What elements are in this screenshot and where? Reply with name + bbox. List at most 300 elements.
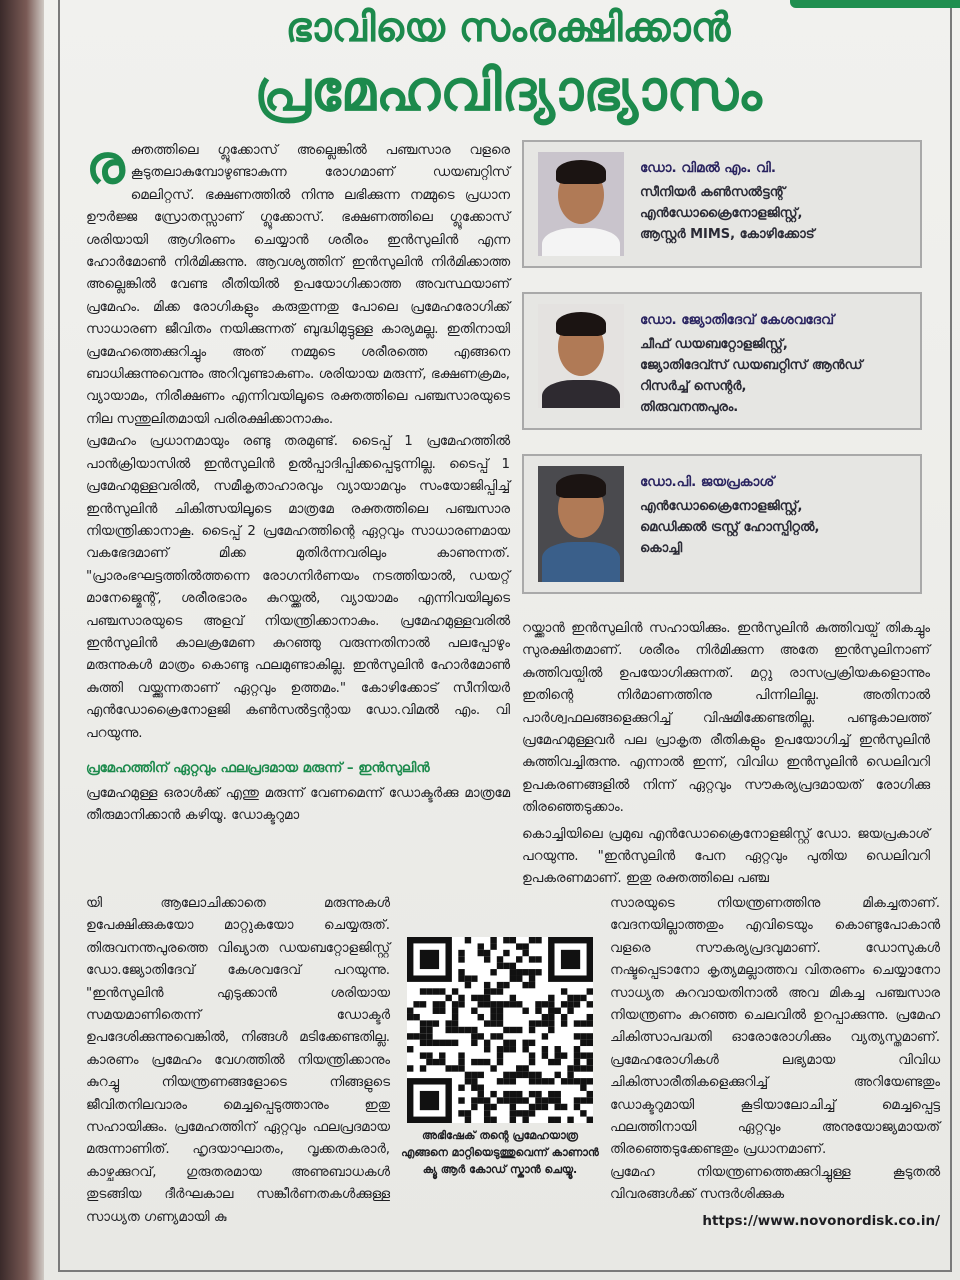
- qr-module: [433, 1007, 439, 1013]
- qr-module: [548, 1014, 554, 1020]
- headline: [86, 0, 930, 130]
- qr-module: [510, 1097, 516, 1103]
- qr-module: [478, 1033, 484, 1039]
- qr-module: [542, 1097, 548, 1103]
- qr-module: [503, 1078, 509, 1084]
- qr-module: [529, 1104, 535, 1110]
- article-bottom-row: [86, 893, 940, 1229]
- qr-module: [503, 1097, 509, 1103]
- qr-module: [484, 995, 490, 1001]
- qr-module: [522, 982, 528, 988]
- qr-module: [484, 1020, 490, 1026]
- qr-module: [484, 988, 490, 994]
- qr-module: [426, 1033, 432, 1039]
- qr-module: [420, 1065, 426, 1071]
- qr-module: [542, 1020, 548, 1026]
- qr-module: [503, 1027, 509, 1033]
- qr-module: [484, 982, 490, 988]
- qr-module: [465, 937, 471, 943]
- qr-module: [465, 1072, 471, 1078]
- qr-module: [522, 1046, 528, 1052]
- qr-module: [484, 1001, 490, 1007]
- qr-module: [548, 1091, 554, 1097]
- qr-module: [484, 1116, 490, 1122]
- qr-module: [490, 1014, 496, 1020]
- qr-module: [548, 1059, 554, 1065]
- qr-module: [567, 1001, 573, 1007]
- qr-module: [452, 1020, 458, 1026]
- qr-module: [497, 1007, 503, 1013]
- paragraph-types: പ്രമേഹം പ്രധാനമായും രണ്ടു തരമുണ്ട്. ടൈപ്പ് 1 പ്രമേഹത്തിൽ പാൻക്രിയാസിൽ ഇൻസുലിൻ ഉൽപ്പാദിപ്പിക്കപ്പെടുന്നില്ല. ടൈപ്പ് 1 പ്രമേഹമുള്ളവരിൽ, സമീകൃതാഹാരവും വ്യായാമവും സംയോജിപ്പിച്ച് ഇൻസുലിൻ ചികിത്സയിലൂടെ മാത്രമേ രക്തത്തിലെ പഞ്ചസാര നിയന്ത്രിക്കാനാകൂ. ടൈപ്പ് 2 പ്രമേഹത്തിന്റെ ഏറ്റവും സാധാരണമായ വകഭേദമാണ് മിക്ക മുതിർന്നവരിലും കാണുന്നത്. "പ്രാരംഭഘട്ടത്തിൽത്തന്നെ രോഗനിർണയം നടത്തിയാൽ, ഡയറ്റ് മാനേജ്മെന്റ്, ശരീരഭാരം കുറയ്ക്കൽ, വ്യായാമം എന്നിവയിലൂടെ പഞ്ചസാരയുടെ അളവ് നിയന്ത്രിക്കാനാകും. പ്രമേഹമുള്ളവരിൽ ഇൻസുലിൻ കാലക്രമേണ കുറഞ്ഞു വരുന്നതിനാൽ പലപ്പോഴും മരുന്നുകൾ മാത്രം കൊണ്ടു ഫലമുണ്ടാകില്ല. ഇൻസുലിൻ ഹോർമോൺ കുത്തി വയ്ക്കുന്നതാണ് ഏറ്റവും ഉത്തമം." കോഴിക്കോട് സീനിയർ എൻഡോക്രൈനോളജി കൺസൽട്ടന്റായ ഡോ.വിമൽ എം. വി പറയുന്നു.: [86, 434, 510, 741]
- qr-module: [458, 1027, 464, 1033]
- qr-module: [510, 1072, 516, 1078]
- qr-module: [529, 1027, 535, 1033]
- qr-module: [555, 1104, 561, 1110]
- qr-module: [587, 1116, 593, 1122]
- qr-module: [503, 982, 509, 988]
- qr-module: [510, 995, 516, 1001]
- qr-module: [497, 1078, 503, 1084]
- qr-finder: [420, 950, 439, 969]
- qr-module: [587, 1001, 593, 1007]
- qr-module: [580, 1033, 586, 1039]
- qr-module: [478, 1084, 484, 1090]
- qr-module: [587, 1039, 593, 1045]
- qr-module: [445, 995, 451, 1001]
- qr-module: [529, 969, 535, 975]
- qr-module: [535, 1104, 541, 1110]
- qr-module: [516, 1027, 522, 1033]
- doctor-title: എൻഡോക്രൈനോളജിസ്റ്റ്,: [640, 206, 803, 221]
- qr-module: [478, 1014, 484, 1020]
- qr-module: [510, 1078, 516, 1084]
- paragraph-medicine-cont: യി ആലോചിക്കാതെ മരുന്നുകൾ ഉപേക്ഷിക്കുകയോ മാറ്റുകയോ ചെയ്യരുത്. തിരുവനന്തപുരത്തെ വിഖ്യാത ഡയബറ്റോളജിസ്റ്റ് ഡോ.ജ്യോതിദേവ് കേശവദേവ് പറയുന്നു. "ഇൻസുലിൻ എടുക്കാൻ ശരിയായ സമയമാണിതെന്ന് ഡോക്ടർ ഉപദേശിക്കുന്നുവെങ്കിൽ, നിങ്ങൾ മടിക്കേണ്ടതില്ല. കാരണം പ്രമേഹം വേഗത്തിൽ നിയന്ത്രിക്കാനും കുറച്ചു നിയന്ത്രണങ്ങളോടെ നിങ്ങളുടെ ജീവിതനിലവാരം മെച്ചപ്പെടുത്താനും ഇതു സഹായിക്കും. പ്രമേഹത്തിന് ഏറ്റവും ഫലപ്രദമായ മരുന്നാണിത്. ഹൃദയാഘാതം, വൃക്കതകരാർ, കാഴ്ചക്കുറവ്, ഗുരുതരമായ അണുബാധകൾ തുടങ്ങിയ ദീർഘകാല സങ്കീർണതകൾക്കുള്ള സാധ്യത ഗണ്യമായി കു: [86, 895, 390, 1225]
- qr-module: [484, 950, 490, 956]
- qr-module: [433, 1059, 439, 1065]
- qr-module: [561, 1020, 567, 1026]
- qr-module: [484, 1097, 490, 1103]
- qr-module: [529, 1039, 535, 1045]
- qr-module: [510, 1110, 516, 1116]
- qr-module: [426, 1052, 432, 1058]
- qr-module: [471, 1007, 477, 1013]
- qr-module: [548, 1007, 554, 1013]
- headline-line-2: പ്രമേഹവിദ്യാഭ്യാസം: [254, 59, 762, 124]
- qr-module: [420, 988, 426, 994]
- qr-module: [542, 1052, 548, 1058]
- qr-module: [439, 1007, 445, 1013]
- qr-module: [516, 975, 522, 981]
- qr-module: [529, 975, 535, 981]
- qr-module: [522, 943, 528, 949]
- qr-module: [445, 1020, 451, 1026]
- qr-module: [458, 1065, 464, 1071]
- doctor-name: ഡോ. ജ്യോതിദേവ് കേശവദേവ്: [640, 312, 835, 328]
- qr-module: [542, 1104, 548, 1110]
- qr-module: [490, 1091, 496, 1097]
- qr-module: [529, 1052, 535, 1058]
- qr-module: [433, 1001, 439, 1007]
- qr-module: [580, 1065, 586, 1071]
- qr-module: [574, 1097, 580, 1103]
- qr-module: [529, 1020, 535, 1026]
- subheading: പ്രമേഹത്തിന് ഏറ്റവും ഫലപ്രദമായ മരുന്ന് – ഇൻസുലിൻ: [86, 760, 430, 776]
- qr-module: [510, 937, 516, 943]
- qr-module: [529, 1059, 535, 1065]
- qr-module: [529, 1110, 535, 1116]
- qr-module: [529, 1091, 535, 1097]
- qr-module: [458, 1052, 464, 1058]
- qr-module: [420, 1033, 426, 1039]
- qr-module: [407, 1065, 413, 1071]
- qr-module: [522, 950, 528, 956]
- qr-module: [548, 1116, 554, 1122]
- qr-module: [439, 988, 445, 994]
- qr-module: [567, 1116, 573, 1122]
- qr-module: [548, 1078, 554, 1084]
- qr-module: [535, 1097, 541, 1103]
- qr-module: [458, 950, 464, 956]
- qr-module: [407, 1033, 413, 1039]
- qr-module: [587, 1091, 593, 1097]
- qr-module: [503, 1091, 509, 1097]
- qr-module: [510, 1046, 516, 1052]
- qr-module: [471, 1078, 477, 1084]
- qr-module: [471, 1104, 477, 1110]
- qr-module: [555, 1116, 561, 1122]
- qr-module: [574, 1052, 580, 1058]
- qr-module: [516, 1072, 522, 1078]
- qr-module: [510, 1104, 516, 1110]
- qr-module: [420, 1027, 426, 1033]
- qr-finder: [561, 950, 580, 969]
- qr-module: [510, 975, 516, 981]
- qr-module: [471, 1059, 477, 1065]
- qr-module: [478, 995, 484, 1001]
- qr-module: [503, 1046, 509, 1052]
- qr-module: [420, 1052, 426, 1058]
- qr-module: [535, 969, 541, 975]
- qr-module: [555, 1072, 561, 1078]
- qr-module: [574, 1065, 580, 1071]
- qr-module: [497, 982, 503, 988]
- qr-module: [445, 1065, 451, 1071]
- qr-code[interactable]: [407, 937, 593, 1123]
- qr-module: [478, 1059, 484, 1065]
- paragraph-safety: റയ്ക്കാൻ ഇൻസുലിൻ സഹായിക്കും. ഇൻസുലിൻ കുത്തിവയ്പ് തികച്ചും സുരക്ഷിതമാണ്. ശരീരം നിർമിക്കുന്ന അതേ ഇൻസുലിനാണ് കുത്തിവയ്പിൽ ഉപയോഗിക്കുന്നത്. മറ്റു രാസപ്രക്രിയകളൊന്നും ഇതിന്റെ നിർമാണത്തിനു പിന്നിലില്ല. അതിനാൽ പാർശ്വഫലങ്ങളെക്കുറിച്ച് വിഷമിക്കേണ്ടതില്ല. പണ്ടുകാലത്ത് പ്രമേഹമുള്ളവർ പല പ്രാകൃത രീതികളും ഉപയോഗിച്ച് ഇൻസുലിൻ കുത്തിവച്ചിരുന്നു. എന്നാൽ ഇന്ന്, വിവിധ ഇൻസുലിൻ ഡെലിവറി ഉപകരണങ്ങളിൽ നിന്ന് ഏറ്റവും സൗകര്യപ്രദമായത് രോഗിക്കു തിരഞ്ഞെടുക്കാം.: [522, 621, 930, 816]
- article-column-left-top: [86, 133, 510, 828]
- qr-module: [574, 1033, 580, 1039]
- qr-module: [465, 1027, 471, 1033]
- qr-module: [567, 1007, 573, 1013]
- qr-module: [535, 1007, 541, 1013]
- qr-module: [516, 1065, 522, 1071]
- qr-module: [445, 1039, 451, 1045]
- qr-module: [471, 1072, 477, 1078]
- qr-module: [522, 1072, 528, 1078]
- qr-module: [516, 969, 522, 975]
- qr-module: [458, 975, 464, 981]
- paragraph-pen-cont: [610, 893, 940, 1229]
- qr-module: [465, 1110, 471, 1116]
- qr-module: [574, 1078, 580, 1084]
- qr-module: [433, 1039, 439, 1045]
- qr-module: [561, 1014, 567, 1020]
- qr-module: [503, 963, 509, 969]
- qr-module: [503, 937, 509, 943]
- qr-caption: അഭിഷേക് തന്റെ പ്രമേഹയാത്ര എങ്ങനെ മാറ്റിയെടുത്തുവെന്ന് കാണാൻ ക്യൂ ആർ കോഡ് സ്കാൻ ചെയ്യൂ.: [401, 1128, 599, 1176]
- qr-module: [580, 1052, 586, 1058]
- qr-module: [516, 1091, 522, 1097]
- qr-module: [542, 1014, 548, 1020]
- qr-module: [478, 1001, 484, 1007]
- qr-module: [516, 943, 522, 949]
- qr-module: [529, 956, 535, 962]
- qr-module: [580, 995, 586, 1001]
- qr-module: [471, 1097, 477, 1103]
- qr-module: [420, 1020, 426, 1026]
- qr-module: [529, 982, 535, 988]
- qr-module: [574, 1059, 580, 1065]
- qr-module: [497, 956, 503, 962]
- qr-module: [413, 1033, 419, 1039]
- qr-module: [503, 1001, 509, 1007]
- qr-module: [503, 950, 509, 956]
- doctor-name: ഡോ.പി. ജയപ്രകാശ്: [640, 474, 775, 490]
- qr-module: [535, 937, 541, 943]
- doctor-photo: [538, 466, 624, 582]
- drop-cap: ര: [86, 133, 125, 196]
- qr-module: [561, 1104, 567, 1110]
- qr-module: [522, 1097, 528, 1103]
- qr-module: [580, 1084, 586, 1090]
- qr-module: [542, 1033, 548, 1039]
- qr-module: [452, 1027, 458, 1033]
- doctor-affiliation: ജ്യോതിദേവ്സ് ഡയബറ്റിസ് ആൻഡ്: [640, 358, 863, 373]
- qr-module: [484, 1059, 490, 1065]
- qr-module: [587, 1078, 593, 1084]
- qr-module: [497, 1001, 503, 1007]
- qr-module: [510, 1039, 516, 1045]
- article-column-right-top: [522, 140, 930, 891]
- qr-module: [522, 969, 528, 975]
- doctor-title: ചീഫ് ഡയബറ്റോളജിസ്റ്റ്,: [640, 337, 788, 352]
- intro-text: ക്തത്തിലെ ഗ്ലൂക്കോസ് അല്ലെങ്കിൽ പഞ്ചസാര വളരെ കൂടുതലാകുമ്പോഴുണ്ടാകുന്ന രോഗമാണ് ഡയബറ്റിസ് മെലിറ്റസ്. ഭക്ഷണത്തിൽ നിന്നു ലഭിക്കുന്ന നമ്മുടെ പ്രധാന ഊർജ്ജ സ്രോതസ്സാണ് ഗ്ലൂക്കോസ്. ഭക്ഷണത്തിലെ ഗ്ലൂക്കോസ് ശരിയായി ആഗിരണം ചെയ്യാൻ ശരീരം ഇൻസുലിൻ എന്ന ഹോർമോൺ നിർമിക്കുന്നു. ആവശ്യത്തിന് ഇൻസുലിൻ നിർമിക്കാത്ത അല്ലെങ്കിൽ വേണ്ട രീതിയിൽ ഉപയോഗിക്കാത്ത അവസ്ഥയാണ് പ്രമേഹം. മിക്ക രോഗികളും കരുതുന്നതു പോലെ പ്രമേഹരോഗിക്ക് സാധാരണ ജീവിതം നയിക്കുന്നത് ബുദ്ധിമുട്ടുള്ള കാര്യമല്ല. ഇതിനായി പ്രമേഹത്തെക്കുറിച്ചും അത് നമ്മുടെ ശരീരത്തെ എങ്ങനെ ബാധിക്കുന്നുവെന്നും അറിവുണ്ടാകണം. ശരിയായ മരുന്ന്, ഭക്ഷണക്രമം, വ്യായാമം, നിരീക്ഷണം എന്നിവയിലൂടെ രക്തത്തിലെ പഞ്ചസാരയുടെ നില സന്തുലിതമായി പരിരക്ഷിക്കാനാകും.: [86, 143, 510, 427]
- qr-module: [478, 1091, 484, 1097]
- qr-module: [529, 1072, 535, 1078]
- qr-module: [426, 1020, 432, 1026]
- article-top-row: [86, 133, 930, 891]
- website-link[interactable]: https://www.novonordisk.co.in/: [702, 1212, 940, 1229]
- qr-module: [433, 988, 439, 994]
- qr-module: [484, 1104, 490, 1110]
- qr-module: [465, 1116, 471, 1122]
- qr-module: [407, 1046, 413, 1052]
- qr-module: [439, 1039, 445, 1045]
- qr-block: [400, 893, 600, 1178]
- qr-module: [439, 1059, 445, 1065]
- doctor-photo: [538, 304, 624, 408]
- qr-module: [497, 988, 503, 994]
- doctor-location: കൊച്ചി: [640, 541, 683, 556]
- qr-module: [458, 995, 464, 1001]
- qr-module: [529, 1078, 535, 1084]
- doctor-card-3: [522, 454, 922, 594]
- qr-module: [561, 1052, 567, 1058]
- qr-module: [478, 950, 484, 956]
- qr-module: [580, 1039, 586, 1045]
- qr-finder: [420, 1091, 439, 1110]
- qr-module: [510, 1116, 516, 1122]
- qr-module: [535, 1091, 541, 1097]
- qr-module: [574, 1020, 580, 1026]
- qr-module: [452, 1039, 458, 1045]
- qr-module: [580, 1020, 586, 1026]
- qr-module: [413, 1014, 419, 1020]
- qr-module: [490, 1007, 496, 1013]
- qr-module: [555, 1097, 561, 1103]
- qr-module: [567, 995, 573, 1001]
- qr-module: [574, 1104, 580, 1110]
- qr-module: [574, 1001, 580, 1007]
- qr-module: [529, 937, 535, 943]
- qr-module: [452, 1007, 458, 1013]
- qr-module: [471, 1027, 477, 1033]
- qr-module: [548, 1097, 554, 1103]
- qr-module: [490, 1001, 496, 1007]
- paragraph-medicine-start: പ്രമേഹമുള്ള ഒരാൾക്ക് എന്തു മരുന്ന് വേണമെന്ന് ഡോക്ടർക്കു മാത്രമേ തീരുമാനിക്കാൻ കഴിയൂ. ഡോക്ടറുമാ: [86, 785, 510, 824]
- doctor-photo: [538, 152, 624, 256]
- qr-module: [465, 975, 471, 981]
- qr-module: [407, 1014, 413, 1020]
- qr-module: [522, 1007, 528, 1013]
- qr-module: [542, 1046, 548, 1052]
- qr-module: [535, 1078, 541, 1084]
- qr-module: [587, 1052, 593, 1058]
- doctor-title: എൻഡോക്രൈനോളജിസ്റ്റ്,: [640, 499, 803, 514]
- qr-module: [497, 1097, 503, 1103]
- qr-module: [503, 1039, 509, 1045]
- qr-module: [458, 969, 464, 975]
- qr-module: [555, 1052, 561, 1058]
- qr-module: [561, 1078, 567, 1084]
- qr-module: [484, 1046, 490, 1052]
- qr-module: [465, 1078, 471, 1084]
- qr-module: [484, 956, 490, 962]
- qr-module: [535, 956, 541, 962]
- qr-module: [535, 1001, 541, 1007]
- qr-module: [407, 1007, 413, 1013]
- qr-module: [471, 1033, 477, 1039]
- qr-module: [497, 1046, 503, 1052]
- qr-module: [452, 1014, 458, 1020]
- qr-module: [555, 1059, 561, 1065]
- qr-module: [420, 1001, 426, 1007]
- qr-module: [516, 1110, 522, 1116]
- qr-module: [548, 1027, 554, 1033]
- qr-module: [471, 1084, 477, 1090]
- doctor-name: ഡോ. വിമൽ എം. വി.: [640, 160, 776, 176]
- qr-module: [484, 1039, 490, 1045]
- qr-module: [497, 1052, 503, 1058]
- qr-module: [580, 1097, 586, 1103]
- qr-module: [433, 1020, 439, 1026]
- qr-module: [452, 988, 458, 994]
- qr-module: [510, 1091, 516, 1097]
- qr-module: [490, 943, 496, 949]
- qr-module: [567, 1065, 573, 1071]
- qr-module: [587, 1097, 593, 1103]
- qr-module: [535, 1072, 541, 1078]
- qr-module: [522, 1110, 528, 1116]
- qr-module: [522, 1065, 528, 1071]
- qr-module: [458, 1001, 464, 1007]
- qr-module: [567, 1072, 573, 1078]
- qr-module: [426, 1059, 432, 1065]
- qr-module: [490, 988, 496, 994]
- qr-module: [490, 937, 496, 943]
- qr-module: [580, 1110, 586, 1116]
- qr-module: [548, 1020, 554, 1026]
- qr-module: [490, 1033, 496, 1039]
- qr-module: [542, 1001, 548, 1007]
- qr-module: [497, 1020, 503, 1026]
- qr-module: [458, 1110, 464, 1116]
- qr-module: [587, 1020, 593, 1026]
- doctor-affiliation: റിസർച്ച് സെന്റർ,: [640, 379, 747, 394]
- doctor-card-1: [522, 140, 922, 268]
- qr-module: [510, 1027, 516, 1033]
- doctor-title: സീനിയർ കൺസൽട്ടന്റ്: [640, 185, 785, 200]
- qr-module: [426, 988, 432, 994]
- doctor-card-2: [522, 292, 922, 430]
- doctor-affiliation: ആസ്റ്റർ MIMS, കോഴിക്കോട്: [640, 227, 815, 242]
- qr-module: [426, 1039, 432, 1045]
- qr-module: [555, 1091, 561, 1097]
- pen-text: സാരയുടെ നിയന്ത്രണത്തിനു മികച്ചതാണ്. വേദനയില്ലാത്തതും എവിടെയും കൊണ്ടുപോകാൻ വളരെ സൗകര്യപ്രദവുമാണ്. ഡോസുകൾ നഷ്ടപ്പെടാനോ കൃത്യമല്ലാത്തവ വിതരണം ചെയ്യാനോ സാധ്യത കുറവായതിനാൽ അവ മികച്ച പഞ്ചസാര നിയന്ത്രണം കുറഞ്ഞ ചെലവിൽ ഉറപ്പാക്കുന്നു. പ്രമേഹ ചികിത്സാപദ്ധതി ഓരോരോഗിക്കും വ്യത്യസ്തമാണ്. പ്രമേഹരോഗികൾ ലഭ്യമായ വിവിധ ചികിത്സാരീതികളെക്കുറിച്ച് അറിയേണ്ടതും ഡോക്ടറുമായി കൂടിയാലോചിച്ച് മെച്ചപ്പെട്ട ഫലത്തിനായി ഏറ്റവും അനുയോജ്യമായത് തിരഞ്ഞെടുക്കേണ്ടതും പ്രധാനമാണ്.: [610, 895, 940, 1158]
- doctor-location: തിരുവനന്തപുരം.: [640, 400, 739, 415]
- qr-module: [574, 1046, 580, 1052]
- qr-module: [478, 1072, 484, 1078]
- qr-module: [497, 1014, 503, 1020]
- qr-module: [510, 963, 516, 969]
- qr-module: [458, 1059, 464, 1065]
- headline-line-1: ഭാവിയെ സംരക്ഷിക്കാൻ: [285, 5, 731, 51]
- qr-module: [465, 982, 471, 988]
- qr-module: [478, 943, 484, 949]
- qr-module: [516, 956, 522, 962]
- qr-module: [510, 969, 516, 975]
- qr-module: [490, 1116, 496, 1122]
- paragraph-intro: [86, 133, 510, 431]
- qr-module: [458, 1084, 464, 1090]
- qr-module: [490, 1065, 496, 1071]
- qr-module: [490, 1104, 496, 1110]
- qr-module: [439, 1052, 445, 1058]
- qr-module: [413, 1001, 419, 1007]
- qr-module: [445, 1027, 451, 1033]
- qr-module: [452, 1065, 458, 1071]
- qr-module: [548, 995, 554, 1001]
- qr-module: [587, 1059, 593, 1065]
- qr-module: [503, 1072, 509, 1078]
- qr-module: [452, 1001, 458, 1007]
- paragraph-pen-start: കൊച്ചിയിലെ പ്രമുഖ എൻഡോക്രൈനോളജിസ്റ്റ് ഡോ. ജയപ്രകാശ് പറയുന്നു. "ഇൻസുലിൻ പേന ഏറ്റവും പുതിയ ഡെലിവറി ഉപകരണമാണ്. ഇതു രക്തത്തിലെ പഞ്ച: [522, 826, 930, 887]
- qr-module: [561, 988, 567, 994]
- qr-module: [587, 1033, 593, 1039]
- qr-module: [548, 1001, 554, 1007]
- qr-module: [561, 1001, 567, 1007]
